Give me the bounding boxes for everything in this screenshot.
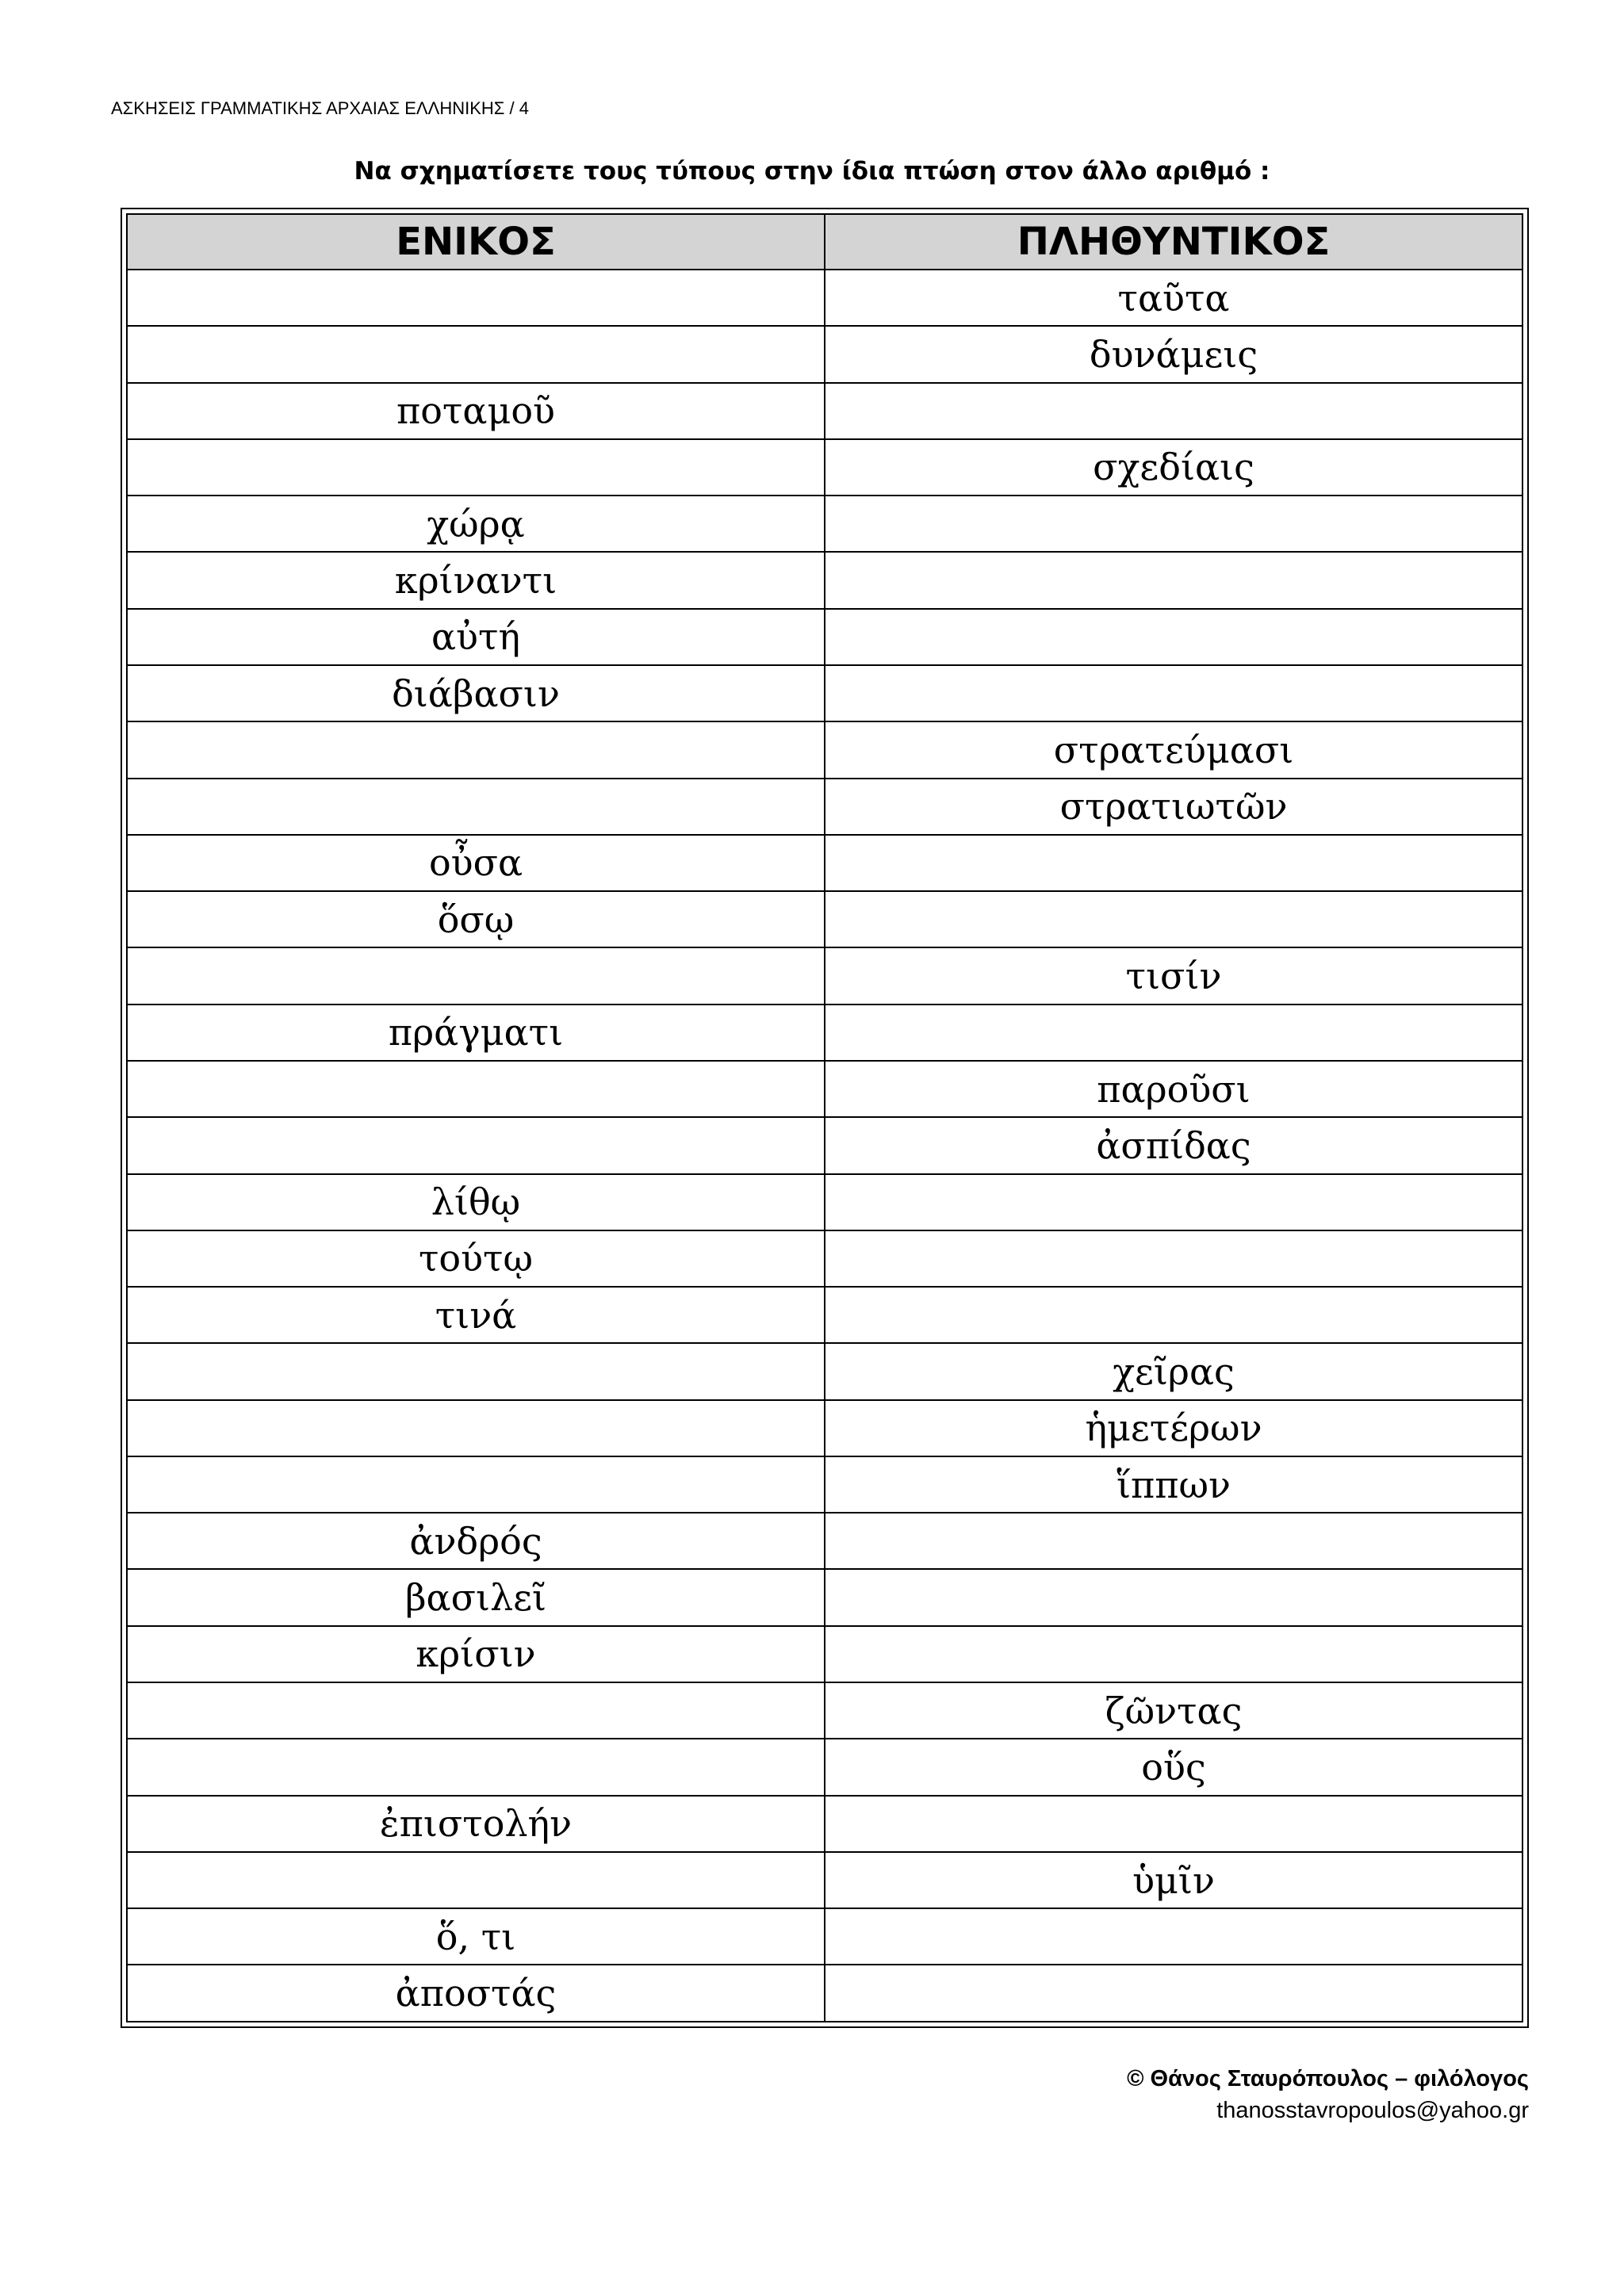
table-row <box>127 779 1522 835</box>
table-row <box>127 1513 1522 1569</box>
table-row <box>127 1739 1522 1795</box>
singular-cell: ἀποστάς <box>127 1965 825 2022</box>
plural-cell: ἵππων <box>825 1456 1522 1513</box>
table-body <box>127 270 1522 2022</box>
column-header-singular: ΕΝΙΚΟΣ <box>127 214 825 270</box>
singular-cell: αὐτή <box>127 609 825 665</box>
singular-cell[interactable] <box>127 1739 825 1795</box>
table-row <box>127 326 1522 382</box>
table-row <box>127 383 1522 439</box>
table-row <box>127 1230 1522 1287</box>
plural-cell[interactable] <box>825 1569 1522 1625</box>
plural-cell: τισίν <box>825 947 1522 1004</box>
table-row <box>127 665 1522 721</box>
table-row <box>127 1343 1522 1399</box>
table-row <box>127 1400 1522 1456</box>
singular-cell: ὅσῳ <box>127 891 825 947</box>
plural-cell: στρατιωτῶν <box>825 779 1522 835</box>
table-row <box>127 1908 1522 1965</box>
plural-cell[interactable] <box>825 835 1522 891</box>
singular-cell[interactable] <box>127 721 825 778</box>
table-row <box>127 609 1522 665</box>
singular-cell[interactable] <box>127 947 825 1004</box>
plural-cell[interactable] <box>825 496 1522 552</box>
table-row <box>127 1004 1522 1061</box>
plural-cell[interactable] <box>825 665 1522 721</box>
table-row <box>127 1965 1522 2022</box>
exercise-table <box>126 213 1523 2022</box>
table-row <box>127 835 1522 891</box>
singular-cell: ἐπιστολήν <box>127 1796 825 1852</box>
singular-cell: κρίναντι <box>127 552 825 608</box>
singular-cell: ὅ, τι <box>127 1908 825 1965</box>
singular-cell[interactable] <box>127 1400 825 1456</box>
table-row <box>127 947 1522 1004</box>
plural-cell[interactable] <box>825 1230 1522 1287</box>
plural-cell[interactable] <box>825 1626 1522 1682</box>
singular-cell[interactable] <box>127 1682 825 1739</box>
singular-cell: λίθῳ <box>127 1174 825 1230</box>
singular-cell[interactable] <box>127 1117 825 1173</box>
running-header: ΑΣΚΗΣΕΙΣ ΓΡΑΜΜΑΤΙΚΗΣ ΑΡΧΑΙΑΣ ΕΛΛΗΝΙΚΗΣ / 4 <box>111 98 529 118</box>
table-row <box>127 1456 1522 1513</box>
singular-cell[interactable] <box>127 270 825 326</box>
plural-cell: παροῦσι <box>825 1061 1522 1117</box>
exercise-table-frame <box>121 208 1529 2028</box>
plural-cell[interactable] <box>825 1513 1522 1569</box>
singular-cell: διάβασιν <box>127 665 825 721</box>
singular-cell[interactable] <box>127 1456 825 1513</box>
table-row <box>127 1287 1522 1343</box>
singular-cell: οὖσα <box>127 835 825 891</box>
plural-cell: δυνάμεις <box>825 326 1522 382</box>
table-row <box>127 1174 1522 1230</box>
table-row <box>127 496 1522 552</box>
plural-cell[interactable] <box>825 552 1522 608</box>
plural-cell[interactable] <box>825 609 1522 665</box>
table-row <box>127 1796 1522 1852</box>
plural-cell[interactable] <box>825 891 1522 947</box>
singular-cell: βασιλεῖ <box>127 1569 825 1625</box>
table-header-row <box>127 214 1522 270</box>
singular-cell[interactable] <box>127 439 825 496</box>
footer-email: thanosstavropoulos@yahoo.gr <box>1216 2098 1529 2123</box>
exercise-instruction: Να σχηματίσετε τους τύπους στην ίδια πτώση στον άλλο αριθμό : <box>354 157 1270 186</box>
singular-cell: πράγματι <box>127 1004 825 1061</box>
table-row <box>127 439 1522 496</box>
singular-cell: τινά <box>127 1287 825 1343</box>
singular-cell[interactable] <box>127 1852 825 1908</box>
table-row <box>127 270 1522 326</box>
singular-cell[interactable] <box>127 779 825 835</box>
singular-cell[interactable] <box>127 1061 825 1117</box>
table-row <box>127 891 1522 947</box>
plural-cell: χεῖρας <box>825 1343 1522 1399</box>
footer-author: © Θάνος Σταυρόπουλος – φιλόλογος <box>1127 2066 1529 2091</box>
plural-cell[interactable] <box>825 1908 1522 1965</box>
singular-cell: τούτῳ <box>127 1230 825 1287</box>
table-row <box>127 552 1522 608</box>
table-row <box>127 1569 1522 1625</box>
singular-cell: κρίσιν <box>127 1626 825 1682</box>
table-row <box>127 1061 1522 1117</box>
plural-cell: σχεδίαις <box>825 439 1522 496</box>
plural-cell[interactable] <box>825 1174 1522 1230</box>
table-row <box>127 721 1522 778</box>
plural-cell[interactable] <box>825 1796 1522 1852</box>
plural-cell: ταῦτα <box>825 270 1522 326</box>
plural-cell[interactable] <box>825 1004 1522 1061</box>
singular-cell: ἀνδρός <box>127 1513 825 1569</box>
plural-cell: ἡμετέρων <box>825 1400 1522 1456</box>
table-row <box>127 1682 1522 1739</box>
plural-cell: ὑμῖν <box>825 1852 1522 1908</box>
plural-cell[interactable] <box>825 1965 1522 2022</box>
plural-cell: ζῶντας <box>825 1682 1522 1739</box>
table-row <box>127 1852 1522 1908</box>
plural-cell: ἀσπίδας <box>825 1117 1522 1173</box>
plural-cell: στρατεύμασι <box>825 721 1522 778</box>
singular-cell[interactable] <box>127 1343 825 1399</box>
plural-cell[interactable] <box>825 383 1522 439</box>
column-header-plural: ΠΛΗΘΥΝΤΙΚΟΣ <box>825 214 1522 270</box>
plural-cell: οὕς <box>825 1739 1522 1795</box>
singular-cell[interactable] <box>127 326 825 382</box>
table-row <box>127 1626 1522 1682</box>
plural-cell[interactable] <box>825 1287 1522 1343</box>
singular-cell: ποταμοῦ <box>127 383 825 439</box>
singular-cell: χώρᾳ <box>127 496 825 552</box>
table-row <box>127 1117 1522 1173</box>
